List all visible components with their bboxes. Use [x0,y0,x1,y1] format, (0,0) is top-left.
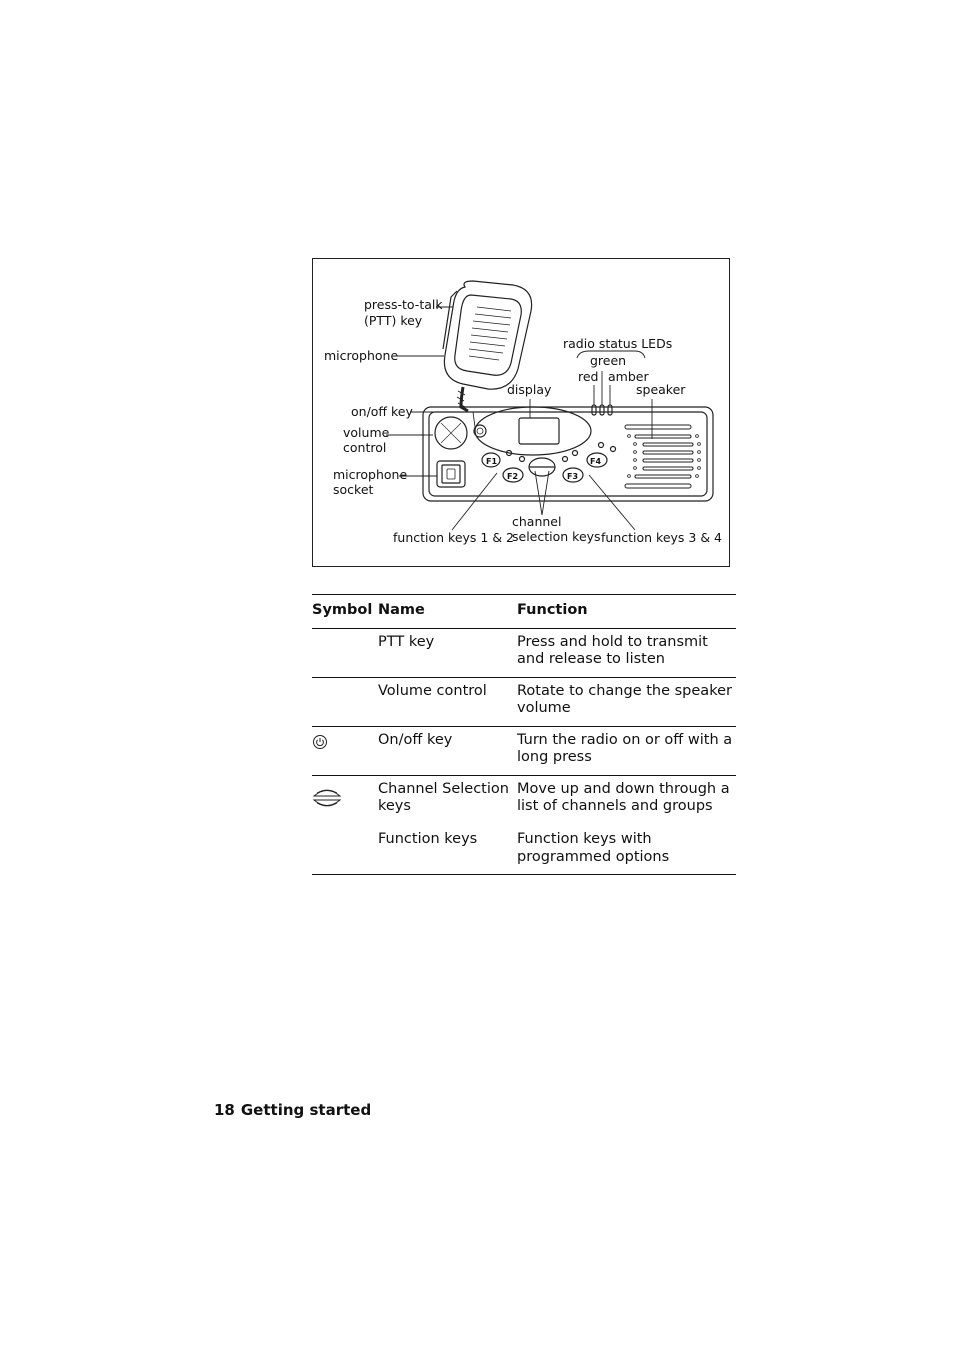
controls-table [312,594,736,875]
name-cell: PTT key [378,628,517,677]
table-row [312,628,736,677]
table-row [312,677,736,726]
power-icon [312,734,328,750]
label-amber-led: amber [608,369,649,384]
key-label-f4: F4 [590,457,602,466]
symbol-cell [312,628,378,677]
function-cell: Move up and down through a list of channels and groups [517,780,730,814]
table-row [312,775,736,826]
name-cell: On/off key [378,726,517,775]
label-radio-status-leds: radio status LEDs [563,336,673,351]
name-cell: Function keys [378,826,517,875]
label-ptt-line2: (PTT) key [364,313,423,328]
label-socket-line2: socket [333,482,374,497]
symbol-cell [312,775,378,826]
name-cell: Channel Selection keys [378,780,509,814]
label-channel-line1: channel [512,514,562,529]
label-microphone: microphone [324,348,399,363]
function-cell: Function keys with programmed options [517,826,736,875]
label-green-led: green [590,353,627,368]
channel-selection-icon [312,783,342,813]
label-display: display [507,382,552,397]
table-header-row [312,595,736,629]
table-row [312,726,736,775]
label-socket-line1: microphone [333,467,408,482]
key-label-f2: F2 [507,472,519,481]
header-function: Function [517,595,736,629]
label-volume-line1: volume [343,425,390,440]
function-cell: Turn the radio on or off with a long press [517,726,736,775]
label-red-led: red [578,369,599,384]
function-cell: Press and hold to transmit and release to listen [517,628,736,677]
label-ptt-line1: press-to-talk [364,297,443,312]
page-number: 18 [214,1101,235,1119]
header-name: Name [378,595,517,629]
symbol-cell [312,826,378,875]
symbol-cell [312,726,378,775]
label-onoff-key: on/off key [351,404,413,419]
label-channel-line2: selection keys [512,529,601,544]
name-cell: Volume control [378,677,517,726]
radio-diagram [312,258,730,567]
key-label-f1: F1 [486,457,498,466]
section-title: Getting started [240,1101,372,1119]
label-speaker: speaker [636,382,686,397]
symbol-cell [312,677,378,726]
key-label-f3: F3 [567,472,579,481]
label-function-keys-1-2: function keys 1 & 2 [393,530,515,545]
label-function-keys-3-4: function keys 3 & 4 [601,530,723,545]
page-footer [214,1101,371,1119]
label-volume-line2: control [343,440,387,455]
radio-unit-drawing [423,405,713,501]
table-row [312,826,736,875]
function-cell: Rotate to change the speaker volume [517,677,736,726]
header-symbol: Symbol [312,595,378,629]
